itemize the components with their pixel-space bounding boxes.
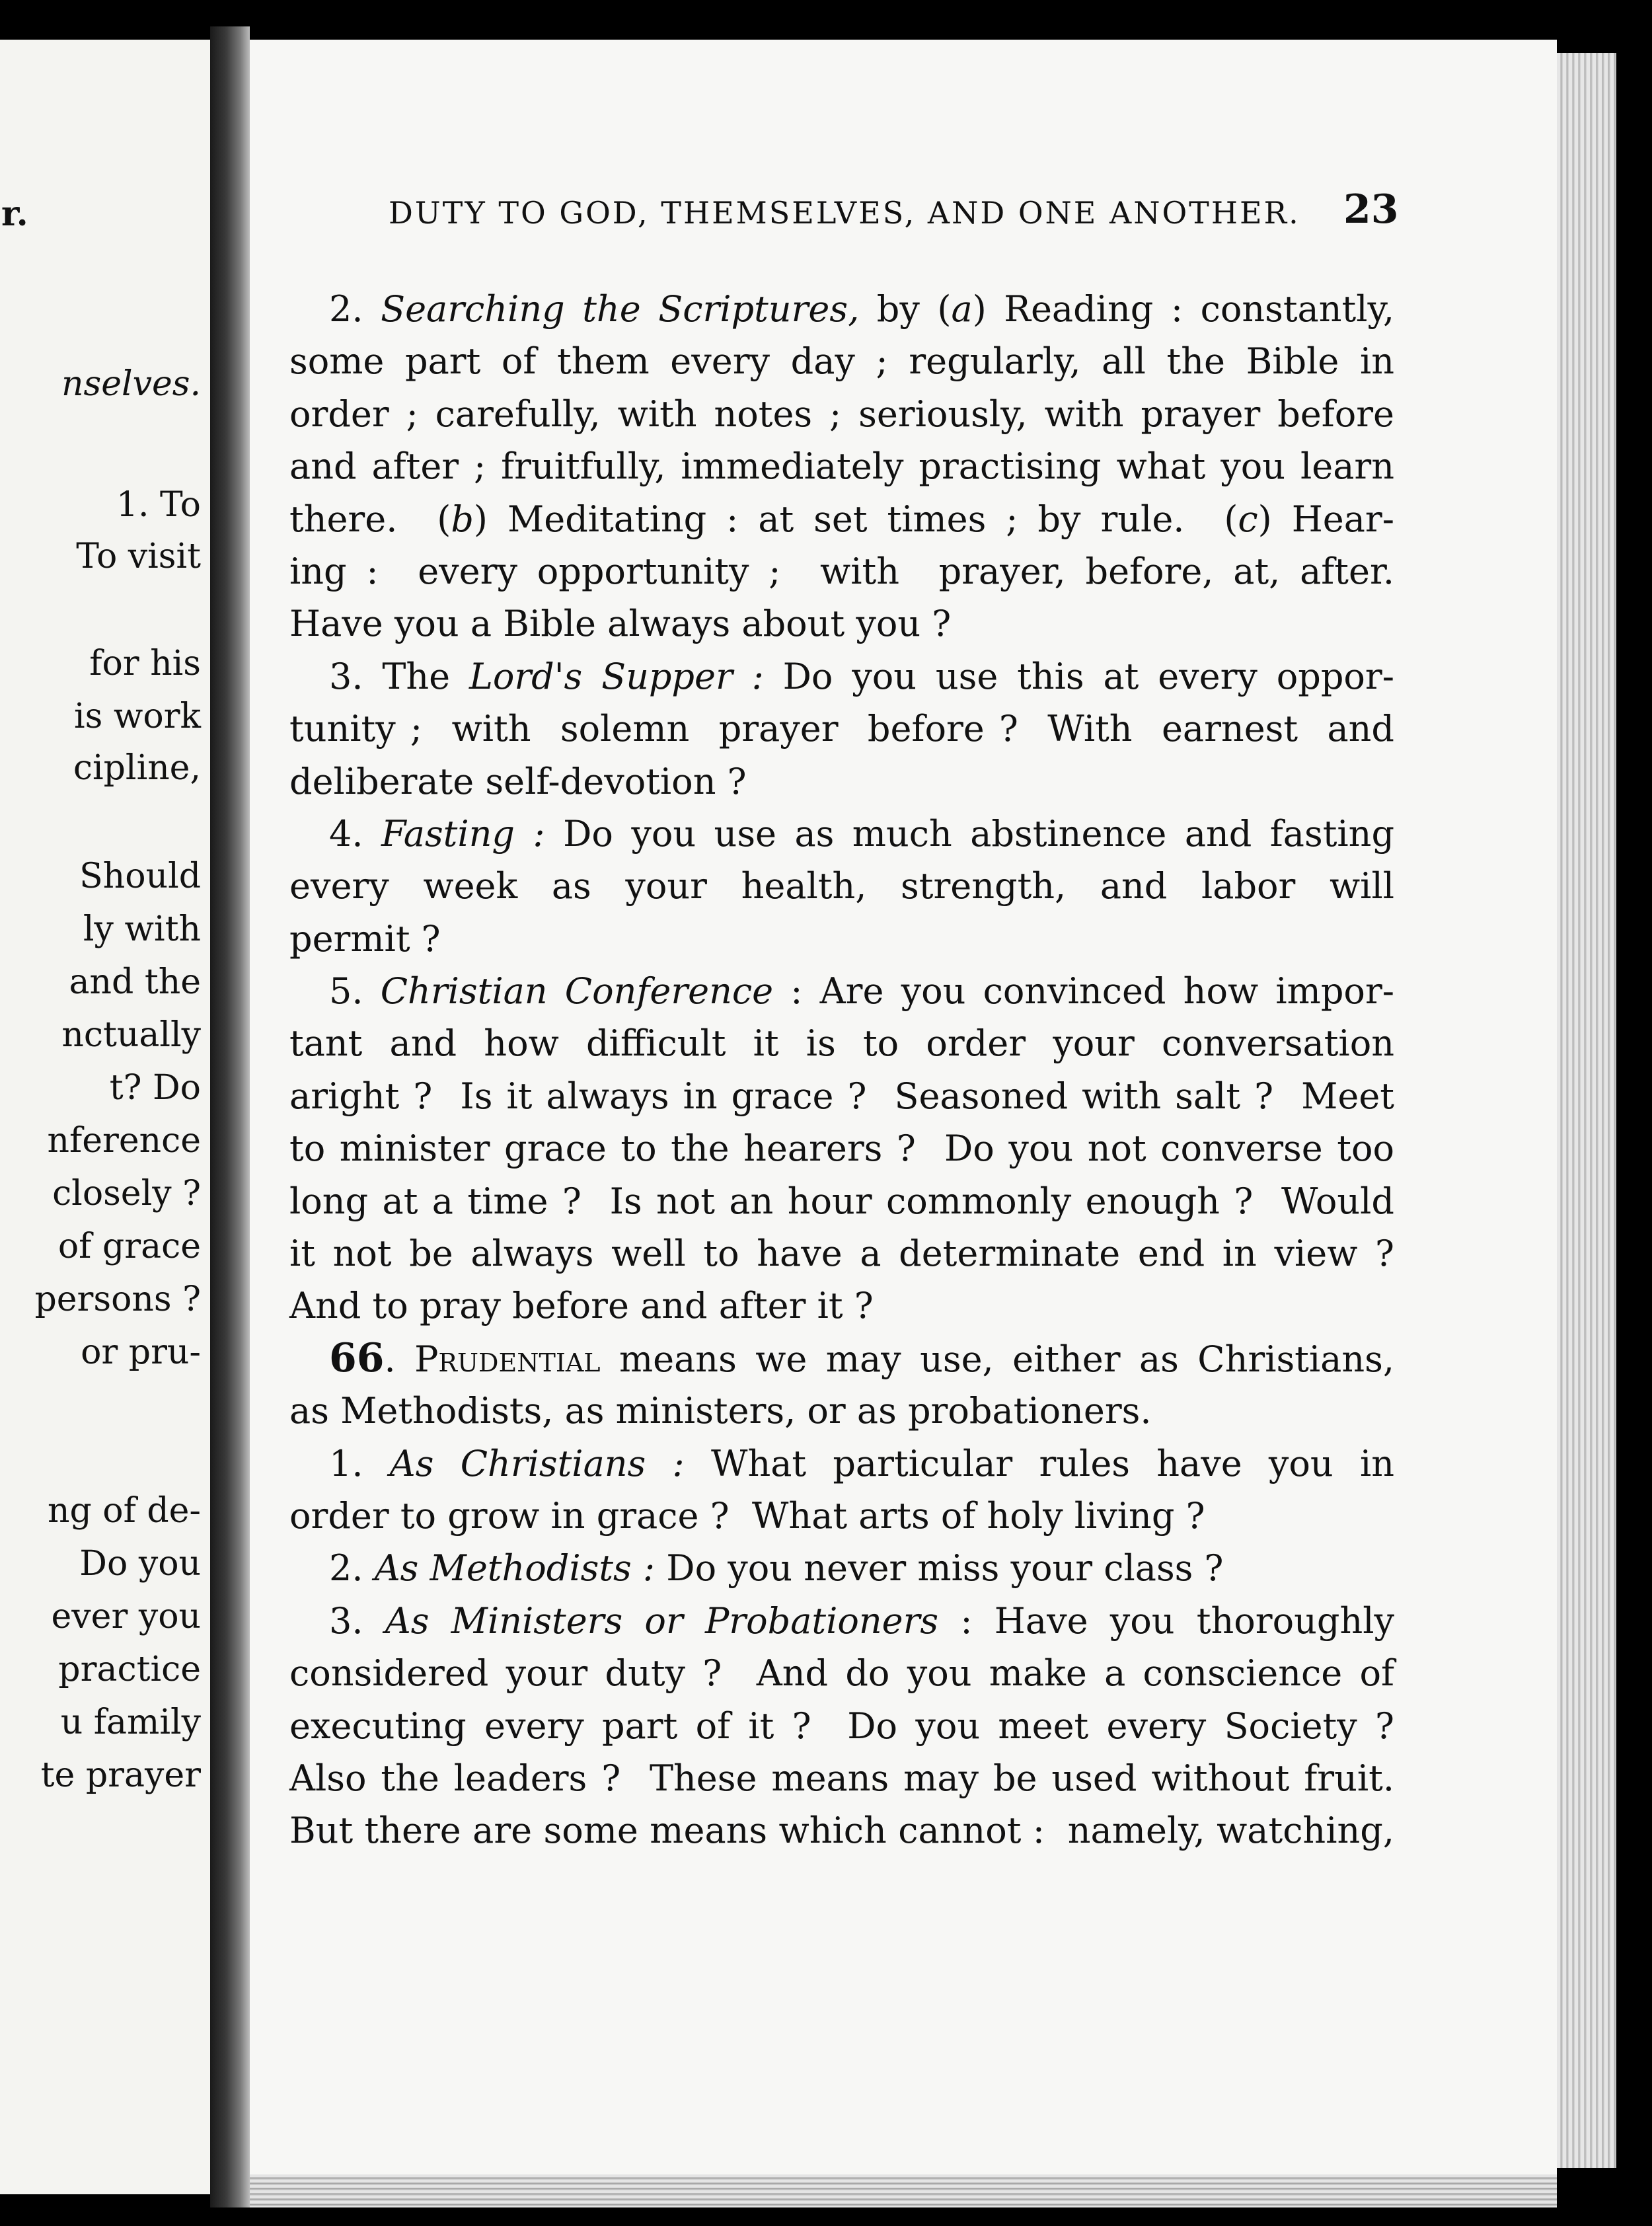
text-line (289, 755, 1394, 808)
left-page-line: for his (89, 644, 201, 683)
text-run: What particular rules have you in (684, 1442, 1394, 1484)
text-run: Prudential (414, 1338, 601, 1380)
text-run: deliberate self-devotion ? (289, 760, 747, 802)
text-run: c (1238, 498, 1258, 540)
running-head: DUTY TO GOD, THEMSELVES, AND ONE ANOTHER. (389, 195, 1300, 231)
text-line (289, 440, 1394, 492)
text-run: a (951, 288, 973, 330)
text-run: ) Hear- (1258, 498, 1394, 540)
text-line (289, 1122, 1394, 1174)
left-page-line: is work (73, 697, 201, 736)
text-line (289, 335, 1394, 387)
text-run: : Are you convinced how impor- (773, 970, 1395, 1013)
left-page-line: u family (60, 1703, 201, 1742)
text-run: some part of them every day ; regularly, all the Bible in (289, 340, 1394, 383)
text-run: tant and how difficult it is to order your conversation (289, 1022, 1394, 1065)
text-run: aright ? Is it always in grace ? Seasoned with salt ? Meet (289, 1075, 1394, 1117)
bottom-page-edges (250, 2174, 1557, 2207)
left-page-line: or pru- (81, 1332, 201, 1372)
text-run: means we may use, either as Christians, (600, 1338, 1394, 1380)
text-run: executing every part of it ? Do you meet every Society ? (289, 1705, 1394, 1747)
text-run: Also the leaders ? These means may be used without fruit. (289, 1757, 1394, 1799)
page-edges (1557, 53, 1616, 2168)
left-page-line: Do you (79, 1544, 201, 1584)
text-line (289, 1647, 1394, 1699)
text-line (289, 703, 1394, 755)
text-line (289, 1280, 1394, 1332)
text-run: it not be always well to have a determinate end in view ? (289, 1233, 1394, 1275)
text-run: b (451, 498, 474, 540)
text-line (289, 283, 1394, 335)
text-line (289, 1070, 1394, 1122)
left-page-line: r. (1, 194, 28, 234)
text-run: 5. (329, 970, 381, 1013)
left-page-fragment (0, 40, 210, 2194)
left-page-line: nctually (61, 1015, 201, 1055)
text-run: every week as your health, strength, and labor will (289, 865, 1394, 907)
text-run: long at a time ? Is not an hour commonly enough ? Would (289, 1180, 1394, 1222)
text-run: 2. (329, 288, 381, 330)
text-run: considered your duty ? And do you make a conscience of (289, 1652, 1394, 1695)
left-page-line: ng of de- (47, 1491, 201, 1531)
text-run: by ( (859, 288, 952, 330)
left-page-line: practice (58, 1650, 201, 1689)
text-line (289, 650, 1394, 703)
text-run: 1. (329, 1442, 390, 1484)
text-run: And to pray before and after it ? (289, 1285, 874, 1327)
text-run: 2. (329, 1547, 375, 1590)
left-page-line: nselves. (61, 364, 201, 404)
text-run: 3. The (329, 655, 469, 697)
text-run: 4. (329, 812, 381, 855)
text-line (289, 597, 1394, 650)
text-line (289, 1438, 1394, 1490)
text-line (289, 1700, 1394, 1752)
left-page-line: of grace (57, 1227, 201, 1266)
book-gutter (210, 26, 250, 2207)
text-run: As Ministers or Probationers (385, 1599, 939, 1642)
text-run: 3. (329, 1599, 385, 1642)
text-run: : Have you thoroughly (938, 1599, 1394, 1642)
text-run: Fasting : (381, 812, 545, 855)
text-run: there. ( (289, 498, 451, 540)
text-line (289, 860, 1394, 912)
text-line (289, 1227, 1394, 1280)
page-number: 23 (1343, 186, 1399, 233)
body-text (289, 283, 1394, 1857)
text-line (289, 1332, 1394, 1385)
text-run: to minister grace to the hearers ? Do you not converse too (289, 1128, 1394, 1170)
right-page (250, 40, 1557, 2174)
text-run: order to grow in grace ? What arts of holy living ? (289, 1494, 1205, 1537)
text-run: . (384, 1338, 415, 1380)
text-line (289, 808, 1394, 860)
text-run: order ; carefully, with notes ; seriously, with prayer before (289, 393, 1394, 435)
text-line (289, 1752, 1394, 1804)
left-page-line: te prayer (40, 1755, 201, 1795)
left-page-line: closely ? (52, 1174, 201, 1213)
text-run: ing : every opportunity ; with prayer, before, at, after. (289, 550, 1394, 592)
left-page-line: persons ? (34, 1280, 201, 1319)
text-run: permit ? (289, 917, 441, 960)
text-line (289, 1017, 1394, 1069)
text-run: As Methodists : (374, 1547, 656, 1590)
text-run: ) Reading : constantly, (972, 288, 1394, 330)
left-page-line: 1. To (116, 485, 201, 525)
text-run: Do you use this at every oppor- (763, 655, 1394, 697)
text-run: Do you never miss your class ? (655, 1547, 1224, 1590)
left-page-line: To visit (76, 537, 201, 576)
text-line (289, 1542, 1394, 1594)
left-page-line: cipline, (73, 748, 201, 788)
left-page-line: Should (79, 857, 201, 896)
text-line (289, 545, 1394, 597)
text-run: But there are some means which cannot : namely, watching, (289, 1810, 1394, 1852)
text-run: As Christians : (389, 1442, 685, 1484)
text-line (289, 1175, 1394, 1227)
left-page-line: t? Do (109, 1068, 201, 1108)
left-page-line: ever you (51, 1597, 201, 1636)
text-run: as Methodists, as ministers, or as probationers. (289, 1390, 1152, 1432)
section-number: 66 (329, 1334, 385, 1381)
text-run: tunity ; with solemn prayer before ? With earnest and (289, 708, 1394, 750)
text-line (289, 1804, 1394, 1857)
text-line (289, 388, 1394, 440)
text-line (289, 913, 1394, 965)
text-line (289, 1490, 1394, 1542)
text-run: Have you a Bible always about you ? (289, 603, 952, 645)
left-page-line: nference (47, 1121, 201, 1161)
text-run: Lord's Supper : (469, 655, 764, 697)
text-line (289, 965, 1394, 1017)
text-run: Searching the Scriptures, (381, 288, 860, 330)
text-run: Do you use as much abstinence and fasting (544, 812, 1395, 855)
left-page-line: and the (69, 962, 201, 1002)
text-run: and after ; fruitfully, immediately practising what you learn (289, 445, 1394, 488)
text-run: Christian Conference (380, 970, 774, 1013)
text-line (289, 1595, 1394, 1647)
left-page-line: ly with (83, 909, 201, 949)
text-run: ) Meditating : at set times ; by rule. ( (473, 498, 1238, 540)
text-line (289, 493, 1394, 545)
text-line (289, 1385, 1394, 1437)
